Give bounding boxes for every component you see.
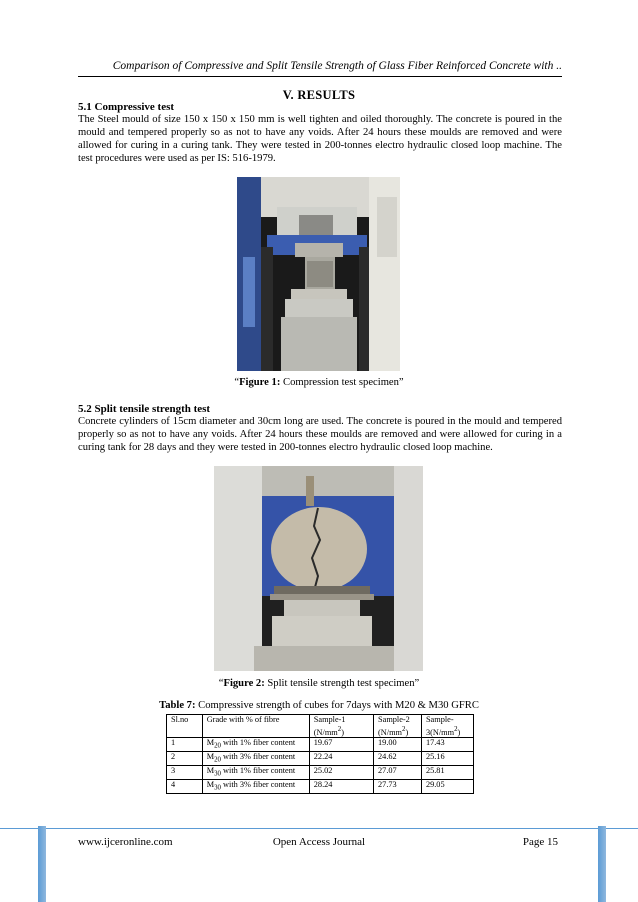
header-sample3-sup: 2 (454, 725, 458, 733)
figure2-caption (0, 678, 638, 689)
footer-journal: Open Access Journal (272, 836, 366, 848)
cell-sample3: 25.81 (421, 766, 473, 780)
table-caption (0, 700, 638, 711)
section-title: V. RESULTS (282, 88, 356, 102)
table-row (167, 766, 474, 780)
cell-grade-sub: 30 (214, 784, 221, 792)
paragraph-split-tensile: Concrete cylinders of 15cm diameter and 30cm long are used. The concrete is poured in the mould and tempered properly so as not to have any voids. After 24 hours these moulds are removed and were allowed for curing in a curing tank for 28 days and they were tested in 200-tonnes electro hydraulic closed loop machine. (78, 416, 562, 453)
header-sample3-label: Sample- (425, 715, 454, 724)
header-grade: Grade with % of fibre (202, 715, 309, 738)
cell-sample1: 28.24 (309, 780, 373, 794)
figure-compression-photo (237, 177, 400, 371)
header-sample1-close: ) (341, 727, 344, 737)
compression-photo-image (237, 177, 400, 371)
cell-grade-m: M (206, 751, 215, 761)
header-rule (78, 76, 562, 77)
header-sample2 (374, 715, 422, 738)
cell-sample2: 27.07 (374, 766, 422, 780)
cell-grade (202, 737, 309, 751)
figure2-label: Figure 2: (223, 678, 265, 689)
cell-grade-m: M (206, 766, 215, 776)
cell-grade (202, 751, 309, 765)
figure1-caption (0, 377, 638, 388)
footer-website: www.ijceronline.com (78, 836, 173, 848)
cell-sample1: 25.02 (309, 766, 373, 780)
cell-sample2: 19.00 (374, 737, 422, 751)
header-sample2-label: Sample-2 (378, 715, 410, 724)
cell-grade-m: M (206, 780, 215, 790)
figure1-label: Figure 1: (239, 377, 281, 388)
cell-sample3: 25.16 (421, 751, 473, 765)
table-header-row (167, 715, 474, 738)
figure2-text: Split tensile strength test specimen” (264, 678, 420, 689)
header-slno: Sl.no (167, 715, 203, 738)
split-tensile-photo-image (214, 466, 423, 671)
header-sample3 (421, 715, 473, 738)
cell-grade-m: M (206, 737, 215, 747)
cell-grade-sub: 30 (214, 770, 221, 778)
cell-sample2: 24.62 (374, 751, 422, 765)
subsection-heading-compressive: 5.1 Compressive test (78, 101, 175, 113)
cell-slno: 4 (167, 780, 203, 794)
cell-slno: 3 (167, 766, 203, 780)
running-header: Comparison of Compressive and Split Tensile Strength of Glass Fiber Reinforced Concrete with .. (112, 60, 562, 72)
header-sample2-unit: (N/mm (378, 727, 402, 737)
header-sample1-unit: (N/mm (313, 727, 338, 737)
cell-grade-sub: 20 (214, 756, 221, 764)
cell-slno: 1 (167, 737, 203, 751)
table-title: Compressive strength of cubes for 7days with M20 & M30 GFRC (195, 700, 479, 711)
table-row (167, 737, 474, 751)
header-sample2-close: ) (405, 727, 409, 737)
header-sample1-sup: 2 (337, 725, 342, 733)
cell-grade-rest: with 1% fiber content (220, 766, 296, 776)
subsection-heading-split-tensile: 5.2 Split tensile strength test (78, 403, 211, 415)
paragraph-compressive: The Steel mould of size 150 x 150 x 150 mm is well tighten and oiled thoroughly. The concrete is poured in the mould and tempered properly so as not to have any voids. After 24 hours these moulds are removed and were allowed for curing in a curing tank. They were tested in 200-tonnes electro hydraulic closed loop machine. The test procedures were used as per IS: 516-1979. (78, 114, 562, 164)
figure1-text: Compression test specimen” (280, 377, 404, 388)
table-row (167, 780, 474, 794)
compressive-strength-table (166, 714, 474, 794)
cell-grade (202, 766, 309, 780)
header-sample1-label: Sample-1 (313, 715, 346, 724)
figure-split-tensile-photo (214, 466, 423, 671)
header-sample3-close: ) (457, 727, 461, 737)
cell-sample1: 19.67 (309, 737, 373, 751)
footer-rule (0, 828, 638, 829)
cell-grade (202, 780, 309, 794)
figure1-open-quote: “ (234, 377, 240, 388)
cell-grade-rest: with 1% fiber content (220, 737, 296, 747)
header-sample2-sup: 2 (401, 725, 406, 733)
cell-slno: 2 (167, 751, 203, 765)
cell-grade-sub: 20 (214, 742, 221, 750)
cell-grade-rest: with 3% fiber content (220, 780, 296, 790)
figure2-open-quote: “ (218, 678, 224, 689)
header-sample3-unit: 3(N/mm (425, 727, 455, 737)
cell-sample1: 22.24 (309, 751, 373, 765)
footer-page-number: Page 15 (522, 836, 558, 848)
header-sample1 (309, 715, 373, 738)
table-label: Table 7: (159, 700, 196, 711)
cell-grade-rest: with 3% fiber content (220, 751, 296, 761)
cell-sample2: 27.73 (374, 780, 422, 794)
table-row (167, 751, 474, 765)
cell-sample3: 17.43 (421, 737, 473, 751)
cell-sample3: 29.05 (421, 780, 473, 794)
